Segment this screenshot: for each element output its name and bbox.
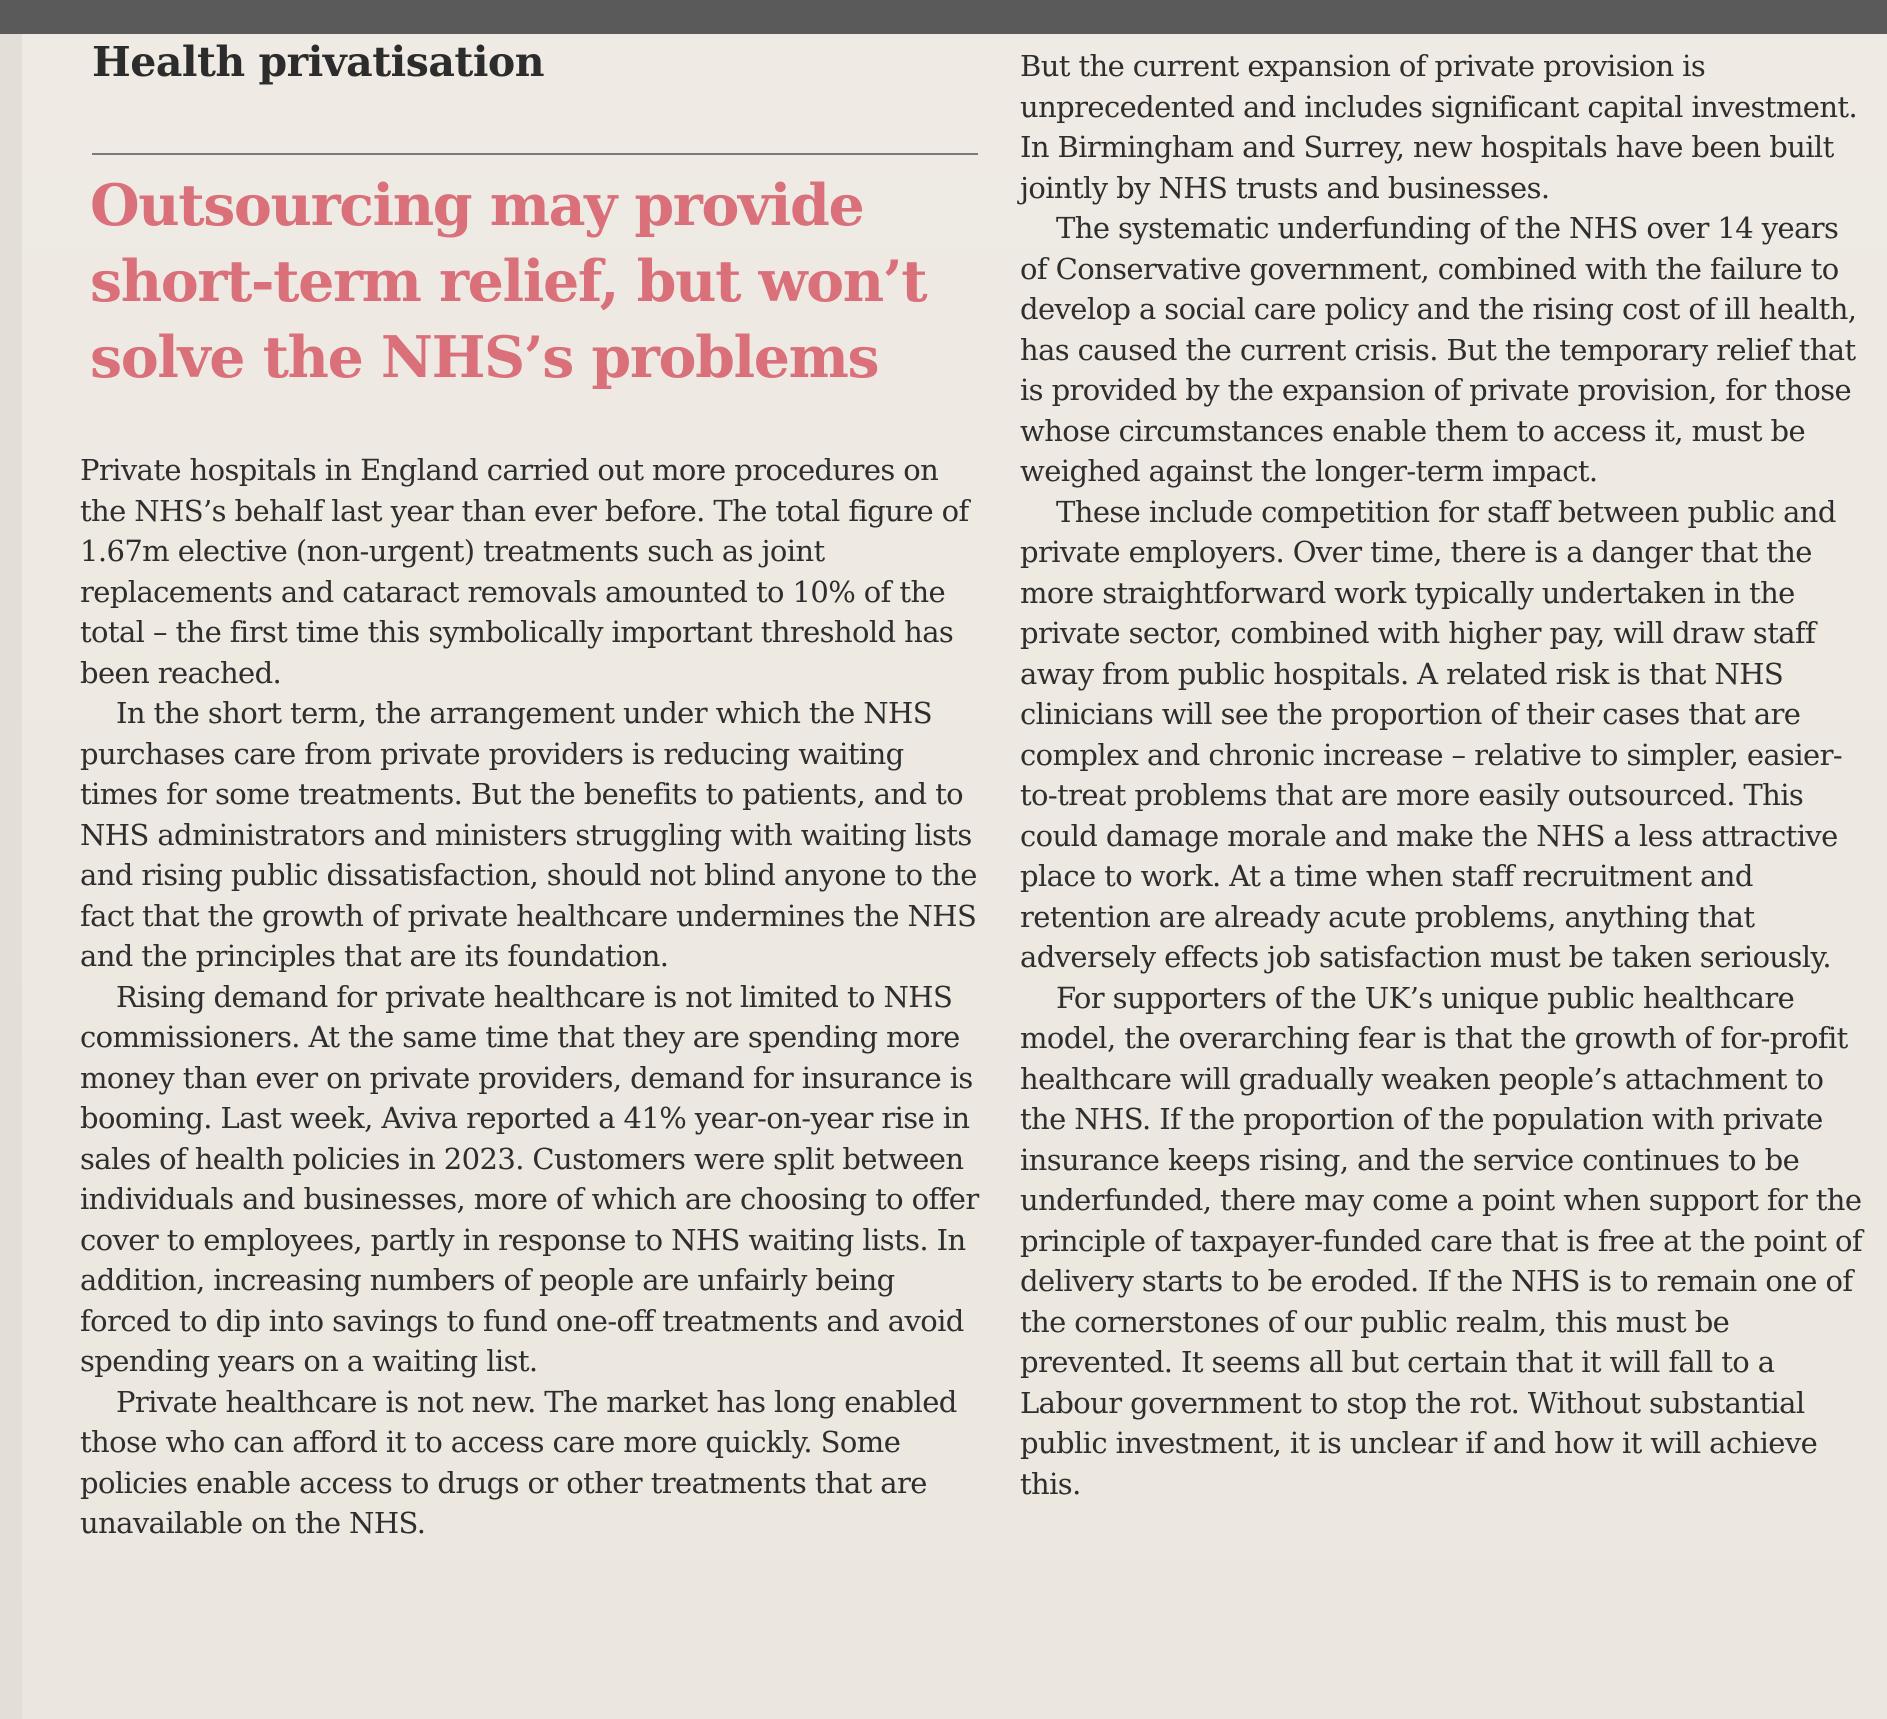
page-top-strip	[0, 0, 1887, 34]
article-column-right	[1020, 46, 1870, 1504]
article-column-left	[80, 450, 980, 1544]
body-paragraph: The systematic underfunding of the NHS over 14 years of Conservative government, combined with the failure to develop a social care policy and the rising cost of ill health, has caused the current crisis. But the temporary relief that is provided by the expansion of private provision, for those whose circumstances enable them to access it, must be weighed against the longer-term impact.	[1020, 211, 1857, 488]
body-paragraph: Private hospitals in England carried out more procedures on the NHS’s behalf last year than ever before. The total figure of 1.67m elective (non-urgent) treatments such as joint replacements and cataract removals amounted to 10% of the total – the first time this symbolically important threshold has been reached.	[80, 453, 969, 690]
headline-line: short-term relief, but won’t	[90, 248, 927, 315]
body-paragraph: But the current expansion of private provision is unprecedented and includes significant capital investment. In Birmingham and Surrey, new hospitals have been built jointly by NHS trusts and businesses.	[1020, 49, 1858, 205]
section-kicker: Health privatisation	[92, 38, 545, 86]
body-paragraph: These include competition for staff between public and private employers. Over time, there is a danger that the more straightforward work typically undertaken in the private sector, combined with higher pay, will draw staff away from public hospitals. A related risk is that NHS clinicians will see the proportion of their cases that are complex and chronic increase – relative to simpler, easier-to-treat problems that are more easily outsourced. This could damage morale and make the NHS a less attractive place to work. At a time when staff recruitment and retention are already acute problems, anything that adversely effects job satisfaction must be taken seriously.	[1020, 494, 1843, 974]
headline-line: Outsourcing may provide	[90, 172, 864, 239]
page-left-edge	[0, 34, 22, 1719]
body-paragraph: For supporters of the UK’s unique public healthcare model, the overarching fear is that the growth of for-profit healthcare will gradually weaken people’s attachment to the NHS. If the proportion of the population with private insurance keeps rising, and the service continues to be underfunded, there may come a point when support for the principle of taxpayer-funded care that is free at the point of delivery starts to be eroded. If the NHS is to remain one of the cornerstones of our public realm, this must be prevented. It seems all but certain that it will fall to a Labour government to stop the rot. Without substantial public investment, it is unclear if and how it will achieve this.	[1020, 980, 1862, 1501]
article-headline	[90, 168, 1020, 396]
body-paragraph: In the short term, the arrangement under which the NHS purchases care from private providers is reducing waiting times for some treatments. But the benefits to patients, and to NHS administrators and ministers struggling with waiting lists and rising public dissatisfaction, should not blind anyone to the fact that the growth of private healthcare undermines the NHS and the principles that are its foundation.	[80, 696, 977, 973]
body-paragraph: Private healthcare is not new. The market has long enabled those who can afford it to access care more quickly. Some policies enable access to drugs or other treatments that are unavailable on the NHS.	[80, 1384, 957, 1540]
body-paragraph: Rising demand for private healthcare is not limited to NHS commissioners. At the same time that they are spending more money than ever on private providers, demand for insurance is booming. Last week, Aviva reported a 41% year-on-year rise in sales of health policies in 2023. Customers were split between individuals and businesses, more of which are choosing to offer cover to employees, partly in response to NHS waiting lists. In addition, increasing numbers of people are unfairly being forced to dip into savings to fund one-off treatments and avoid spending years on a waiting list.	[80, 979, 979, 1378]
headline-line: solve the NHS’s problems	[90, 324, 879, 391]
kicker-rule	[92, 153, 978, 155]
